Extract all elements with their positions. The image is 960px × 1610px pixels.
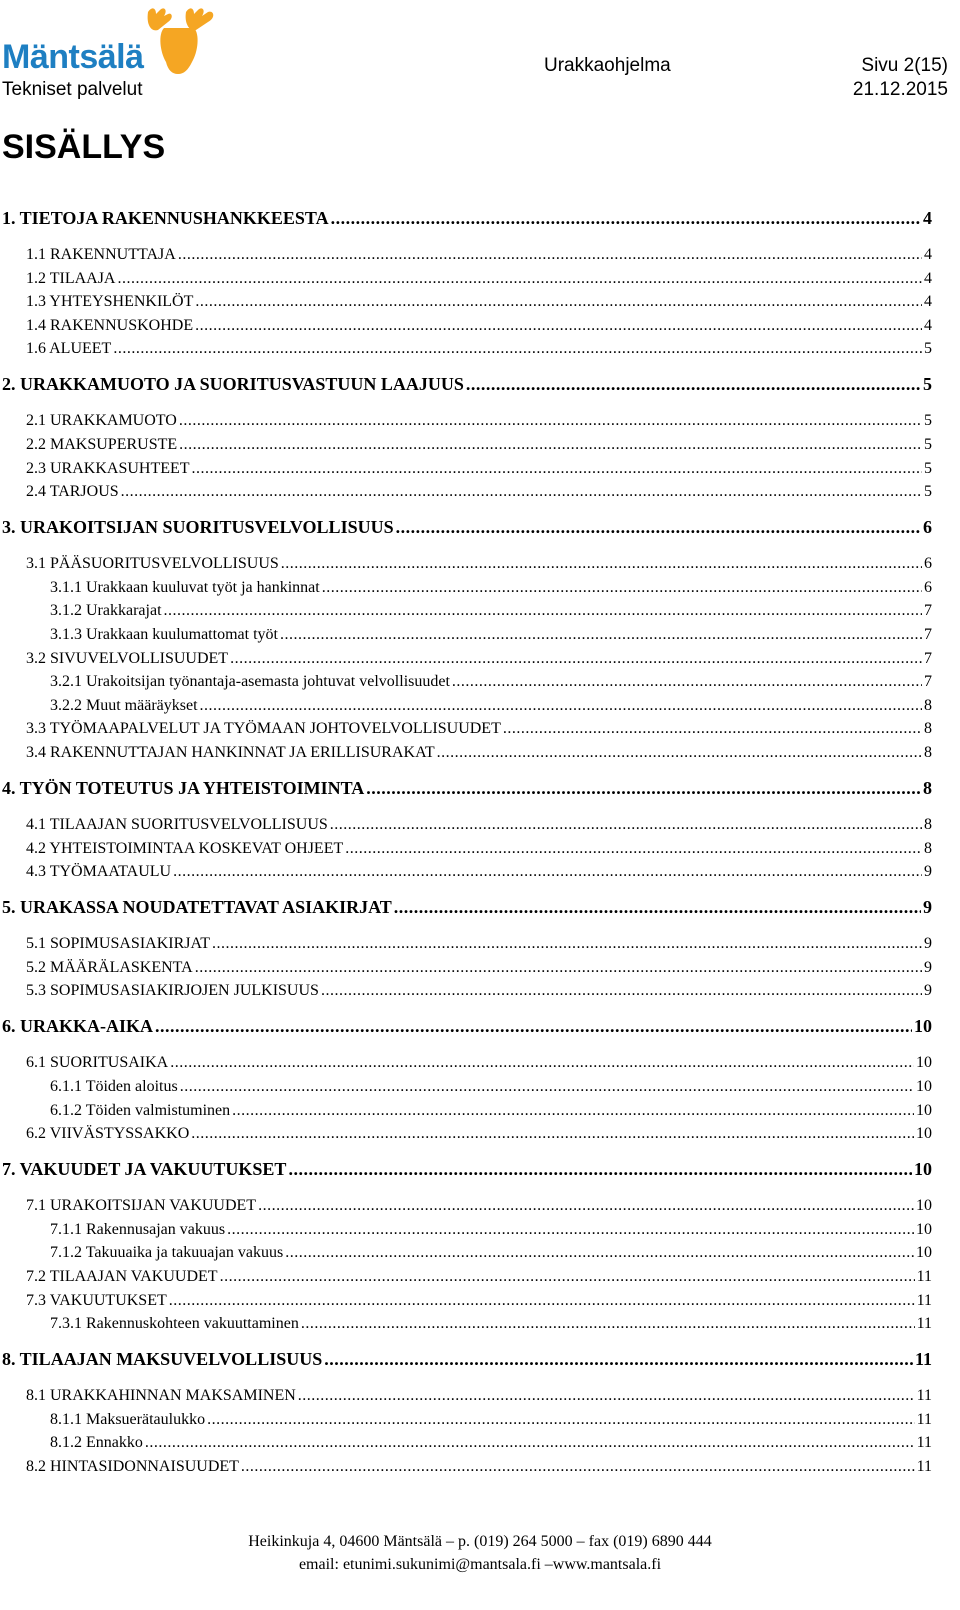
toc-entry-label: 3.1.1 Urakkaan kuuluvat työt ja hankinnat (50, 578, 320, 596)
toc-entry-page: 7 (924, 673, 932, 691)
toc-leader-dots (321, 981, 922, 1001)
toc-entry[interactable] (2, 1158, 932, 1180)
toc-entry-page: 10 (914, 1016, 932, 1037)
toc-entry[interactable] (26, 554, 932, 574)
toc-entry[interactable] (26, 482, 932, 502)
toc-leader-dots (396, 516, 921, 538)
toc-leader-dots (366, 777, 921, 799)
toc-entry-page: 8 (924, 696, 932, 714)
toc-leader-dots (207, 1410, 915, 1430)
toc-leader-dots (169, 1291, 915, 1311)
toc-leader-dots (170, 1053, 914, 1073)
toc-entry[interactable] (26, 815, 932, 835)
toc-entry-page: 7 (924, 626, 932, 643)
toc-entry[interactable] (26, 411, 932, 431)
toc-leader-dots (288, 1158, 912, 1180)
toc-leader-dots (191, 1124, 914, 1144)
toc-entry-label: 8.1 URAKKAHINNAN MAKSAMINEN (26, 1387, 296, 1405)
toc-entry[interactable] (26, 958, 932, 978)
toc-entry[interactable] (50, 672, 932, 692)
toc-entry[interactable] (50, 1243, 932, 1263)
toc-leader-dots (117, 269, 922, 289)
toc-entry-label: 4.2 YHTEISTOIMINTAA KOSKEVAT OHJEET (26, 839, 344, 857)
toc-leader-dots (164, 601, 922, 621)
toc-entry-label: 3.1.3 Urakkaan kuulumattomat työt (50, 626, 278, 643)
toc-leader-dots (212, 934, 922, 954)
toc-entry-label: 8.1.1 Maksuerätaulukko (50, 1410, 206, 1428)
toc-entry-label: 2.1 URAKKAMUOTO (26, 412, 177, 430)
toc-entry-page: 9 (924, 935, 932, 953)
toc-entry-page: 11 (916, 1458, 932, 1475)
toc-leader-dots (437, 743, 922, 763)
page-number: Sivu 2(15) (861, 55, 948, 76)
toc-entry-page: 9 (924, 863, 932, 881)
toc-entry-page: 7 (924, 649, 932, 667)
toc-leader-dots (322, 578, 922, 598)
toc-entry-label: 4.1 TILAAJAN SUORITUSVELVOLLISUUS (26, 816, 328, 833)
toc-entry-label: 4.3 TYÖMAATAULU (26, 863, 172, 881)
toc-entry-label: 1.1 RAKENNUTTAJA (26, 246, 176, 263)
toc-leader-dots (121, 482, 922, 502)
toc-entry-label: 3.1.2 Urakkarajat (50, 602, 162, 620)
toc-entry-page: 11 (916, 1434, 932, 1452)
toc-entry-page: 6 (924, 578, 932, 596)
toc-entry[interactable] (50, 578, 932, 598)
toc-entry-label: 2.3 URAKKASUHTEET (26, 459, 190, 477)
toc-entry-label: 7. VAKUUDET JA VAKUUTUKSET (2, 1159, 287, 1180)
toc-entry-page: 5 (924, 340, 932, 358)
toc-entry[interactable] (26, 649, 932, 669)
toc-leader-dots (331, 207, 921, 229)
toc-entry-page: 10 (916, 1054, 932, 1072)
toc-entry-page: 6 (924, 555, 932, 573)
toc-entry[interactable] (26, 292, 932, 312)
toc-leader-dots (301, 1314, 915, 1334)
toc-entry-page: 4 (924, 293, 932, 311)
toc-leader-dots (241, 1457, 915, 1477)
toc-entry[interactable] (50, 1220, 932, 1240)
toc-entry[interactable] (2, 777, 932, 799)
toc-entry[interactable] (2, 516, 932, 538)
toc-entry-label: 3.1 PÄÄSUORITUSVELVOLLISUUS (26, 555, 279, 573)
toc-entry-page: 10 (916, 1197, 932, 1215)
toc-entry[interactable] (26, 316, 932, 336)
toc-leader-dots (179, 411, 922, 431)
toc-leader-dots (285, 1243, 914, 1263)
toc-entry-label: 1. TIETOJA RAKENNUSHANKKEESTA (2, 208, 329, 228)
document-type: Urakkaohjelma (544, 55, 671, 76)
toc-entry-label: 1.4 RAKENNUSKOHDE (26, 316, 194, 334)
toc-entry-page: 9 (923, 897, 932, 918)
toc-leader-dots (195, 316, 922, 336)
toc-entry-page: 8 (924, 839, 932, 857)
toc-entry-label: 1.6 ALUEET (26, 340, 112, 358)
toc-entry-label: 1.2 TILAAJA (26, 269, 116, 287)
toc-entry[interactable] (26, 1267, 932, 1287)
toc-entry-page: 11 (916, 1268, 932, 1285)
toc-entry-label: 1.3 YHTEYSHENKILÖT (26, 293, 194, 311)
toc-leader-dots (230, 649, 922, 669)
toc-entry-page: 9 (924, 958, 932, 976)
toc-entry[interactable] (26, 269, 932, 289)
toc-entry[interactable] (50, 601, 932, 621)
toc-entry[interactable] (50, 696, 932, 716)
toc-entry-page: 4 (924, 269, 932, 287)
toc-entry-page: 5 (924, 483, 932, 501)
footer-contact: email: etunimi.sukunimi@mantsala.fi –www.mantsala.fi (298, 1556, 662, 1573)
toc-leader-dots (200, 696, 922, 716)
toc-entry-page: 10 (916, 1078, 932, 1095)
toc-entry-label: 7.1.2 Takuuaika ja takuuajan vakuus (50, 1244, 284, 1262)
toc-entry[interactable] (26, 743, 932, 763)
toc-entry-label: 2.2 MAKSUPERUSTE (26, 436, 178, 453)
toc-entry-page: 9 (924, 982, 932, 1000)
toc-leader-dots (258, 1196, 914, 1216)
toc-entry[interactable] (26, 1386, 932, 1406)
toc-entry-label: 7.1.1 Rakennusajan vakuus (50, 1220, 226, 1238)
toc-entry-page: 8 (924, 816, 932, 833)
toc-entry-page: 11 (916, 1315, 932, 1333)
toc-entry[interactable] (50, 1433, 932, 1453)
toc-entry-page: 11 (916, 1291, 932, 1309)
toc-entry[interactable] (2, 896, 932, 918)
toc-entry-page: 8 (924, 744, 932, 761)
toc-entry-page: 10 (914, 1159, 932, 1180)
toc-leader-dots (466, 373, 921, 395)
toc-entry-label: 6. URAKKA-AIKA (2, 1016, 153, 1037)
toc-entry[interactable] (26, 1457, 932, 1477)
toc-entry[interactable] (50, 625, 932, 645)
toc-entry-label: 7.1 URAKOITSIJAN VAKUUDET (26, 1197, 257, 1215)
toc-leader-dots (178, 245, 922, 265)
department-label: Tekniset palvelut (2, 79, 143, 100)
toc-entry[interactable] (26, 1291, 932, 1311)
toc-leader-dots (180, 1077, 914, 1097)
toc-leader-dots (345, 839, 922, 859)
toc-entry-label: 8.1.2 Ennakko (50, 1434, 143, 1452)
toc-entry-page: 5 (924, 459, 932, 477)
toc-entry-label: 8.2 HINTASIDONNAISUUDET (26, 1458, 239, 1475)
toc-entry[interactable] (26, 459, 932, 479)
toc-entry[interactable] (2, 373, 932, 395)
toc-entry-label: 3.4 RAKENNUTTAJAN HANKINNAT JA ERILLISURAKAT (26, 744, 435, 761)
toc-entry-page: 7 (924, 602, 932, 620)
toc-leader-dots (192, 459, 922, 479)
toc-entry[interactable] (2, 1015, 932, 1037)
toc-entry[interactable] (2, 207, 932, 229)
toc-entry-label: 4. TYÖN TOTEUTUS JA YHTEISTOIMINTA (2, 778, 365, 798)
toc-entry-page: 8 (924, 720, 932, 738)
toc-leader-dots (220, 1267, 915, 1287)
toc-entry-page: 5 (924, 412, 932, 430)
toc-entry-label: 2.4 TARJOUS (26, 483, 119, 501)
toc-entry[interactable] (26, 435, 932, 455)
toc-entry[interactable] (26, 1053, 932, 1073)
toc-leader-dots (281, 554, 922, 574)
toc-entry-page: 4 (923, 208, 932, 228)
toc-entry-page: 10 (916, 1220, 932, 1238)
toc-entry[interactable] (26, 1124, 932, 1144)
toc-entry-page: 10 (916, 1244, 932, 1262)
toc-entry[interactable] (26, 934, 932, 954)
toc-entry[interactable] (26, 719, 932, 739)
mantsala-logo (0, 4, 230, 78)
toc-leader-dots (155, 1015, 912, 1037)
toc-leader-dots (145, 1433, 915, 1453)
toc-entry-page: 4 (924, 246, 932, 263)
footer-address: Heikinkuja 4, 04600 Mäntsälä – p. (019) 264 5000 – fax (019) 6890 444 (248, 1533, 712, 1550)
toc-entry-label: 8. TILAAJAN MAKSUVELVOLLISUUS (2, 1349, 323, 1370)
toc-entry-label: 7.3 VAKUUTUKSET (26, 1291, 167, 1309)
toc-leader-dots (394, 896, 921, 918)
toc-entry-page: 5 (924, 436, 932, 453)
toc-entry-page: 4 (924, 316, 932, 334)
toc-entry-page: 11 (916, 1410, 932, 1428)
toc-entry-label: 7.3.1 Rakennuskohteen vakuuttaminen (50, 1315, 299, 1333)
toc-leader-dots (232, 1101, 914, 1121)
toc-entry-page: 10 (916, 1101, 932, 1119)
toc-entry[interactable] (26, 245, 932, 265)
toc-entry-label: 3.2.2 Muut määräykset (50, 696, 198, 714)
logo-wordmark: Mäntsälä (2, 38, 144, 76)
toc-leader-dots (503, 719, 922, 739)
toc-entry-label: 3.3 TYÖMAAPALVELUT JA TYÖMAAN JOHTOVELVOLLISUUDET (26, 720, 501, 738)
toc-entry-page: 8 (923, 778, 932, 798)
toc-entry-label: 5.3 SOPIMUSASIAKIRJOJEN JULKISUUS (26, 982, 319, 1000)
toc-entry[interactable] (50, 1410, 932, 1430)
toc-entry-label: 6.1 SUORITUSAIKA (26, 1054, 169, 1072)
toc-entry[interactable] (2, 1348, 932, 1370)
page-title: SISÄLLYS (2, 128, 166, 166)
toc-entry-label: 6.1.2 Töiden valmistuminen (50, 1101, 231, 1119)
toc-leader-dots (330, 815, 922, 835)
toc-entry[interactable] (26, 1196, 932, 1216)
toc-entry-label: 3.2 SIVUVELVOLLISUUDET (26, 649, 229, 667)
toc-entry[interactable] (26, 862, 932, 882)
toc-entry-label: 6.2 VIIVÄSTYSSAKKO (26, 1125, 190, 1143)
toc-entry-page: 5 (923, 374, 932, 395)
toc-leader-dots (179, 435, 922, 455)
toc-leader-dots (195, 958, 922, 978)
document-date: 21.12.2015 (852, 79, 948, 100)
toc-entry-label: 5.1 SOPIMUSASIAKIRJAT (26, 935, 211, 953)
toc-entry-label: 5. URAKASSA NOUDATETTAVAT ASIAKIRJAT (2, 897, 392, 918)
toc-leader-dots (324, 1348, 913, 1370)
toc-entry[interactable] (26, 339, 932, 359)
toc-entry[interactable] (26, 981, 932, 1001)
toc-entry-label: 6.1.1 Töiden aloitus (50, 1078, 178, 1095)
toc-entry-label: 5.2 MÄÄRÄLASKENTA (26, 958, 193, 976)
toc-entry[interactable] (26, 839, 932, 859)
toc-entry[interactable] (50, 1077, 932, 1097)
toc-entry-page: 11 (914, 1349, 932, 1370)
toc-entry-label: 3.2.1 Urakoitsijan työnantaja-asemasta johtuvat velvollisuudet (50, 673, 450, 691)
toc-leader-dots (113, 339, 922, 359)
toc-entry[interactable] (50, 1101, 932, 1121)
toc-entry[interactable] (50, 1314, 932, 1334)
toc-leader-dots (195, 292, 922, 312)
toc-entry-page: 6 (923, 517, 932, 538)
toc-entry-page: 11 (916, 1387, 932, 1405)
toc-entry-label: 3. URAKOITSIJAN SUORITUSVELVOLLISUUS (2, 517, 394, 538)
toc-entry-label: 2. URAKKAMUOTO JA SUORITUSVASTUUN LAAJUUS (2, 374, 464, 395)
toc-leader-dots (227, 1220, 914, 1240)
moose-logo-icon (142, 4, 222, 78)
toc-leader-dots (173, 862, 922, 882)
toc-leader-dots (298, 1386, 915, 1406)
toc-entry-label: 7.2 TILAAJAN VAKUUDET (26, 1268, 218, 1285)
toc-leader-dots (452, 672, 922, 692)
toc-leader-dots (280, 625, 922, 645)
toc-entry-page: 10 (916, 1125, 932, 1143)
